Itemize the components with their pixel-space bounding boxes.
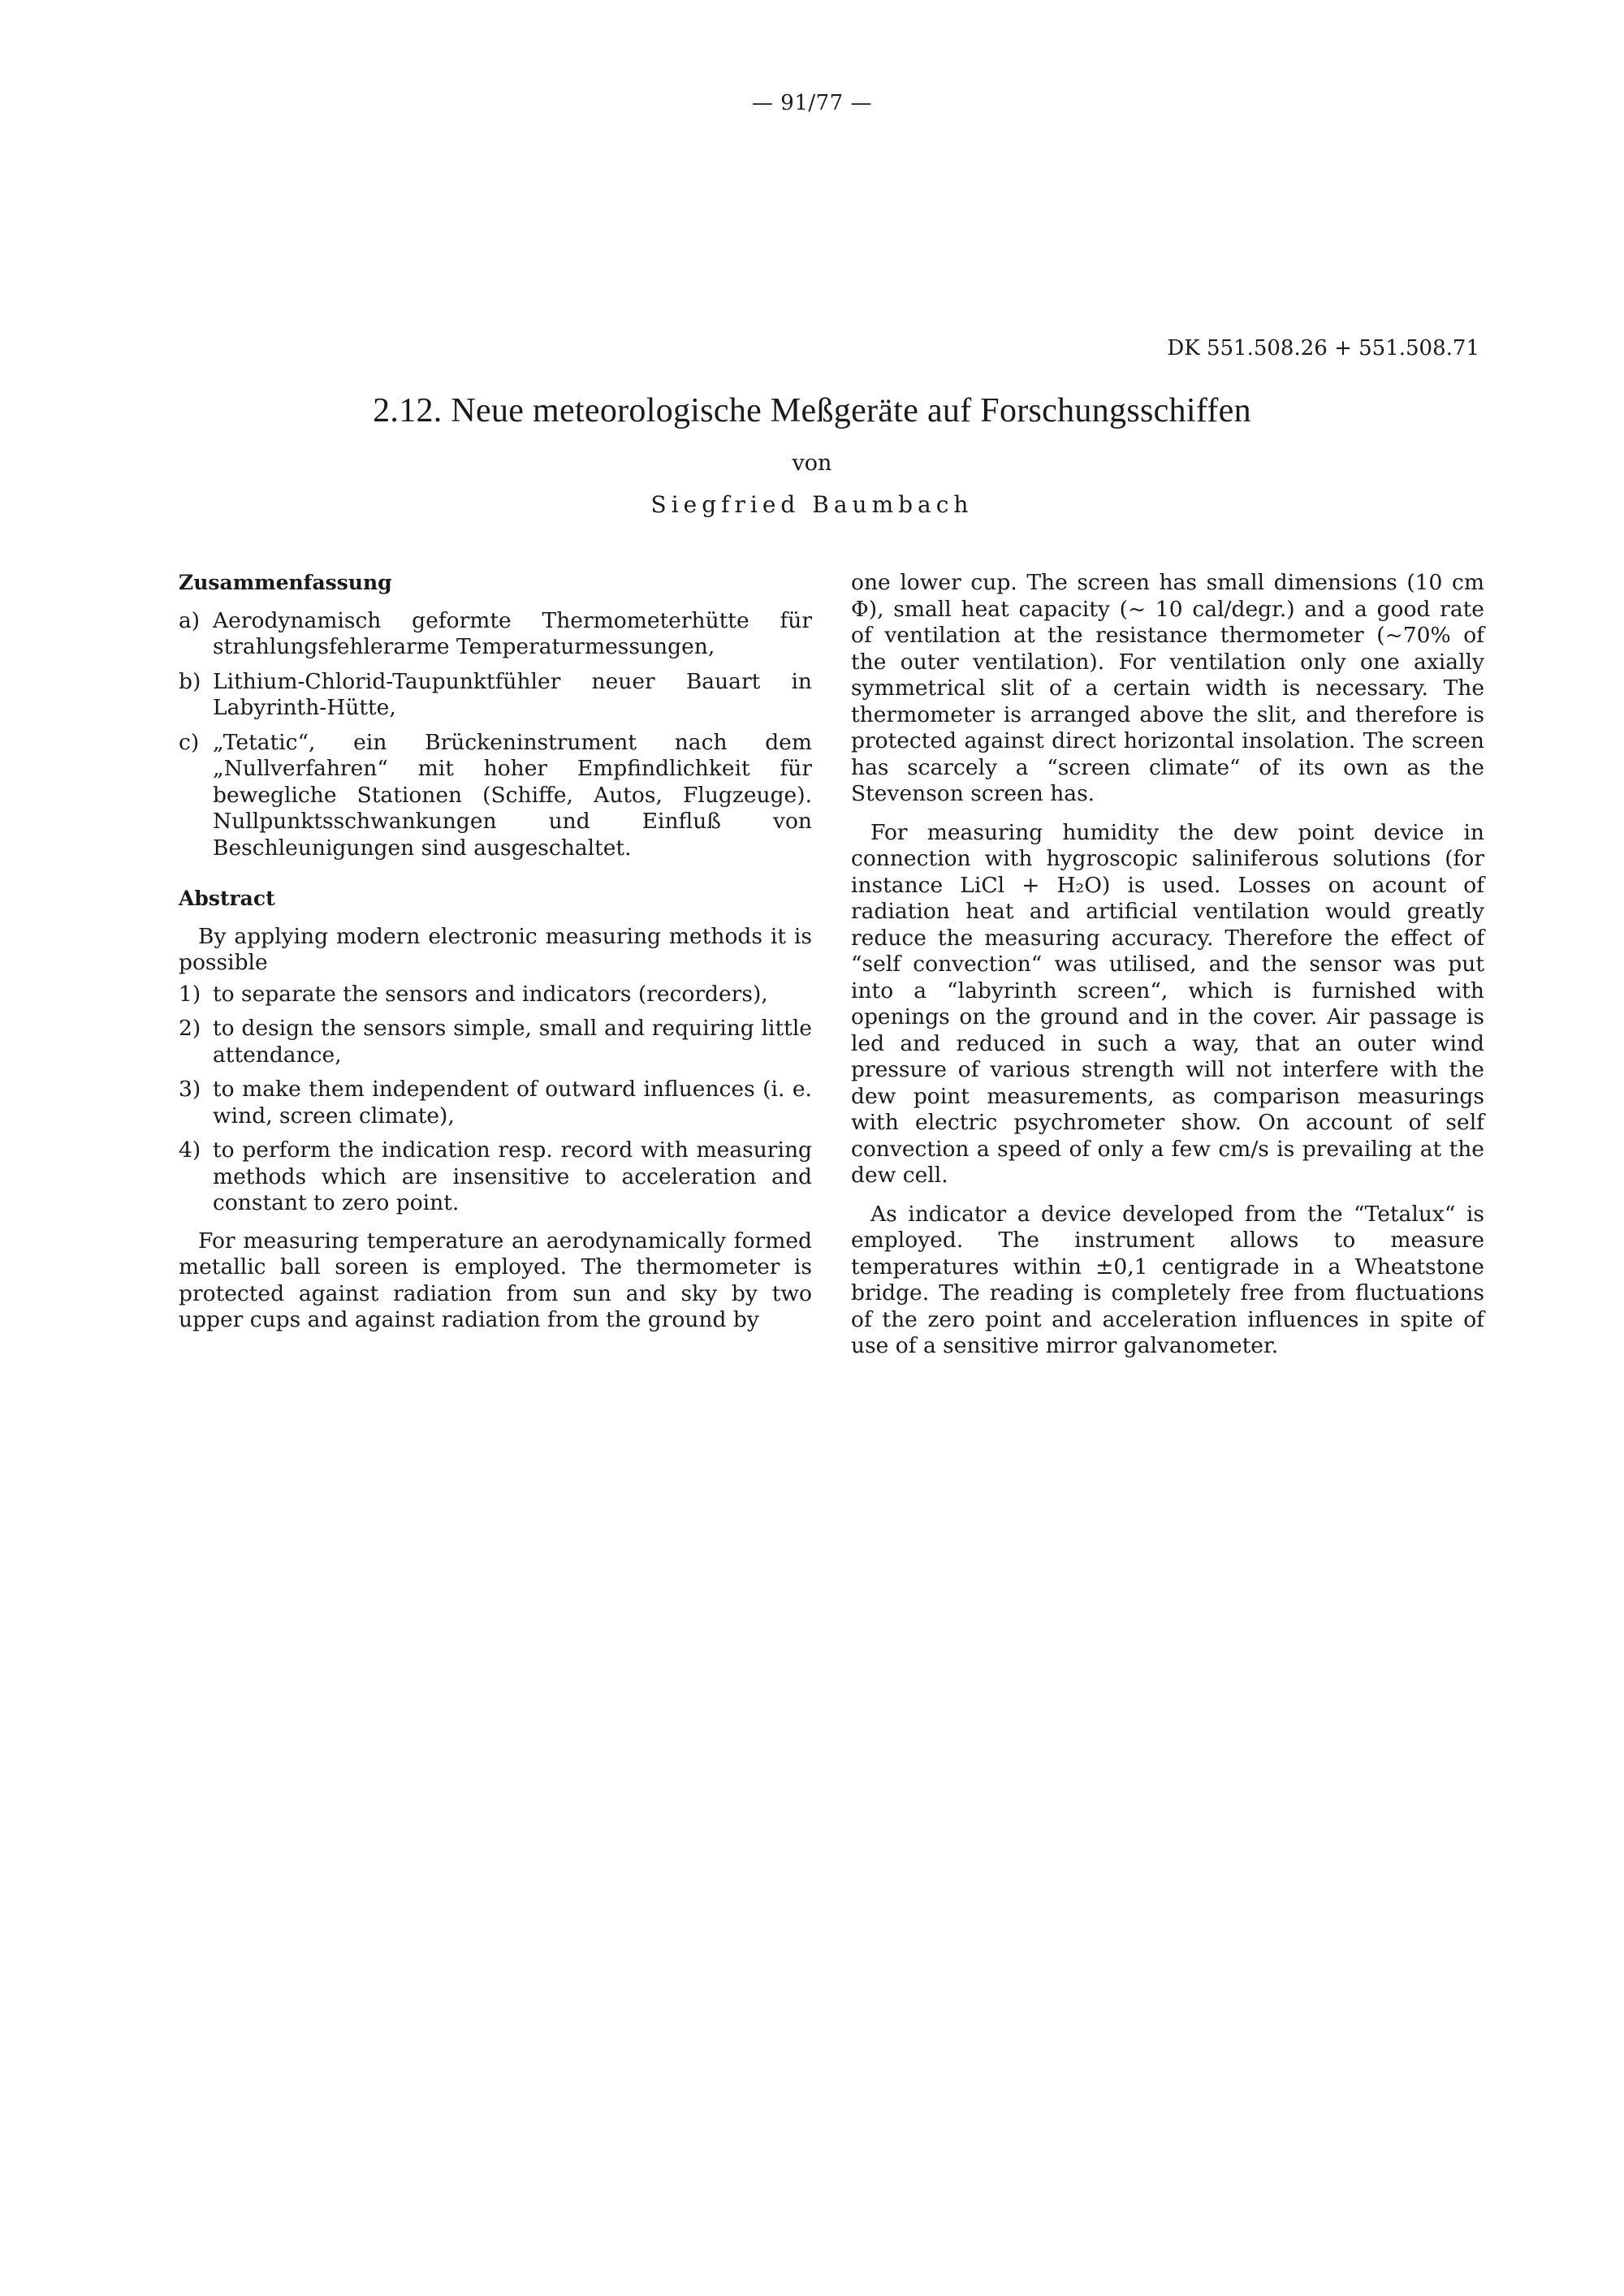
list-item: [179, 669, 812, 722]
zusammenfassung-heading: Zusammenfassung: [179, 571, 392, 594]
left-column: [179, 570, 812, 1346]
list-item-text: Lithium-Chlorid-Taupunktfühler neuer Bauart in Labyrinth-Hütte,: [213, 668, 812, 720]
list-marker: 3): [179, 1077, 201, 1102]
list-item-text: to perform the indication resp. record with measuring methods which are insensitive to acceleration and constant to zero point.: [213, 1137, 812, 1215]
abstract-heading: Abstract: [179, 887, 275, 910]
abstract-intro: By applying modern electronic measuring methods it is possible: [179, 923, 812, 975]
list-marker: 2): [179, 1016, 201, 1041]
list-marker: b): [179, 668, 201, 694]
list-item: [179, 608, 812, 661]
list-item: [179, 1016, 812, 1068]
list-marker: a): [179, 607, 201, 633]
right-column: [851, 570, 1484, 1372]
abstract-list: [179, 982, 812, 1217]
abstract-paragraph-indicator: As indicator a device developed from the “Tetalux“ is employed. The instrument allows to measure temperatures within ±0,1 centigrade in a Wheatstone bridge. The reading is completely free from fluctuations of the zero point and acceleration influences in spite of use of a sensitive mirror galvanometer.: [851, 1201, 1484, 1358]
abstract-paragraph-temperature-start: For measuring temperature an aerodynamically formed metallic ball soreen is employed. The thermometer is protected against radiation from sun and sky by two upper cups and against radiation from the ground by: [179, 1228, 812, 1332]
list-marker: 1): [179, 981, 201, 1007]
list-item-text: to separate the sensors and indicators (recorders),: [213, 981, 768, 1007]
list-item: [179, 1137, 812, 1217]
list-item-text: to design the sensors simple, small and requiring little attendance,: [213, 1016, 812, 1068]
list-item: [179, 982, 812, 1008]
list-item: [179, 1077, 812, 1129]
dk-classification: DK 551.508.26 + 551.508.71: [1167, 336, 1479, 360]
byline-von: von: [792, 451, 832, 476]
zusammenfassung-list: [179, 608, 812, 862]
list-item-text: to make them independent of outward influences (i. e. wind, screen climate),: [213, 1077, 812, 1129]
list-item-text: „Tetatic“, ein Brückeninstrument nach dem „Nullverfahren“ mit hoher Empfindlichkeit für bewegliche Stationen (Schiffe, Autos, Flugzeuge). Nullpunktsschwankungen und Einfluß von Beschleunigungen sind ausgeschaltet.: [213, 729, 812, 861]
list-marker: c): [179, 729, 200, 755]
list-item-text: Aerodynamisch geformte Thermometerhütte für strahlungsfehlerarme Temperaturmessungen,: [213, 607, 812, 659]
list-marker: 4): [179, 1137, 201, 1163]
article-title: 2.12. Neue meteorologische Meßgeräte auf Forschungsschiffen: [373, 392, 1251, 429]
page-number: — 91/77 —: [752, 91, 872, 115]
author-name: Siegfried Baumbach: [650, 491, 974, 518]
abstract-paragraph-humidity: For measuring humidity the dew point device in connection with hygroscopic saliniferous solutions (for instance LiCl + H₂O) is used. Losses on acount of radiation heat and artificial ventilation would greatly reduce the measuring accuracy. Therefore the effect of “self convection“ was utilised, and the sensor was put into a “labyrinth screen“, which is furnished with openings on the ground and in the cover. Air passage is led and reduced in such a way, that an outer wind pressure of various strength will not interfere with the dew point measurements, as comparison measurings with electric psychrometer show. On account of self convection a speed of only a few cm/s is prevailing at the dew cell.: [851, 819, 1484, 1188]
abstract-paragraph-temperature-continued: one lower cup. The screen has small dimensions (10 cm Φ), small heat capacity (~ 10 cal/degr.) and a good rate of ventilation at the resistance thermometer (~70% of the outer ventilation). For ventilation only one axially symmetrical slit of a certain width is necessary. The thermometer is arranged above the slit, and therefore is protected against direct horizontal insolation. The screen has scarcely a “screen climate“ of its own as the Stevenson screen has.: [851, 570, 1484, 806]
list-item: [179, 730, 812, 862]
